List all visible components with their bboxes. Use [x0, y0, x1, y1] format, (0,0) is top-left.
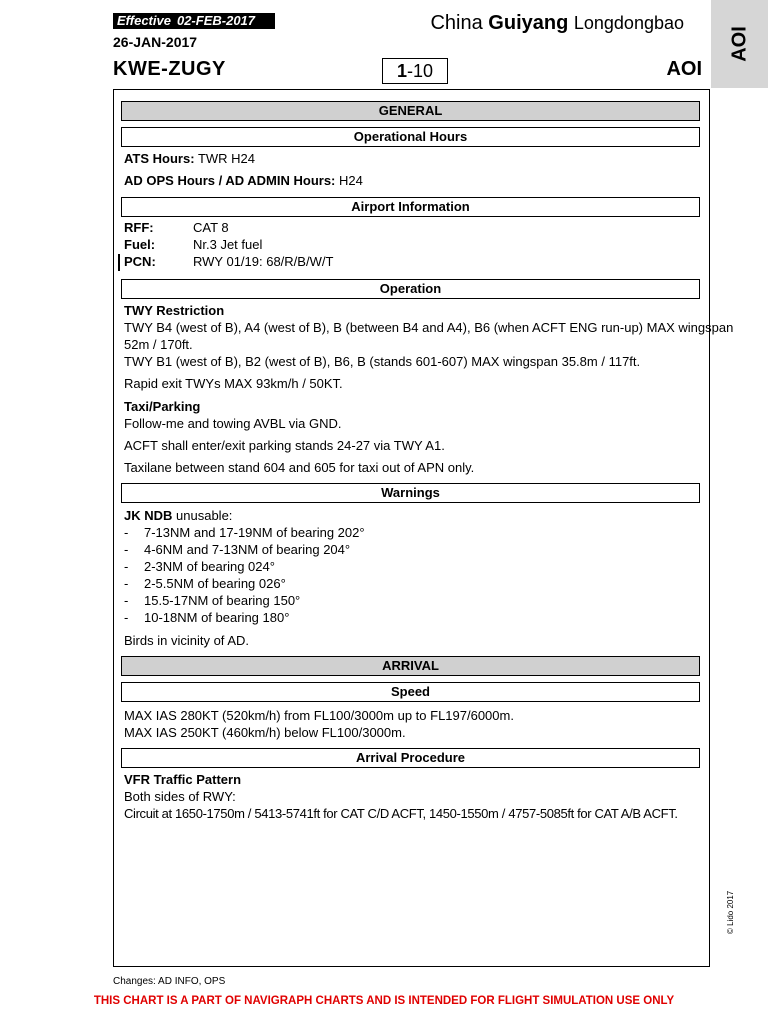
twy-restriction-title: TWY Restriction [124, 303, 225, 318]
operation-heading: Operation [121, 279, 700, 299]
page-number-sub: -10 [407, 61, 434, 81]
effective-badge [113, 13, 275, 29]
fuel-label: Fuel: [124, 237, 156, 252]
adops-hours-label: AD OPS Hours / AD ADMIN Hours: [124, 173, 336, 188]
rff-label: RFF: [124, 220, 154, 235]
operational-hours-heading: Operational Hours [121, 127, 700, 147]
taxi-parking-title: Taxi/Parking [124, 399, 201, 414]
warning-item: - 4-6NM and 7-13NM of bearing 204° [124, 542, 351, 557]
change-bar [118, 254, 120, 271]
icao-code: KWE-ZUGY [113, 58, 226, 80]
disclaimer: THIS CHART IS A PART OF NAVIGRAPH CHARTS AND IS INTENDED FOR FLIGHT SIMULATION USE ONLY [93, 995, 675, 1007]
effective-label: Effective [117, 13, 171, 28]
changes-note: Changes: AD INFO, OPS [113, 976, 226, 987]
effective-date: 02-FEB-2017 [176, 13, 256, 28]
birds-warning: Birds in vicinity of AD. [124, 633, 249, 648]
airport-name: Longdongbao [573, 13, 684, 33]
city: Guiyang [488, 12, 569, 34]
warning-item: - 2-5.5NM of bearing 026° [124, 576, 286, 591]
page-number-main: 1 [396, 61, 407, 81]
ndb-status: unusable: [176, 508, 233, 523]
rff-value: CAT 8 [193, 220, 229, 235]
location-title [430, 12, 684, 35]
warning-item: - 7-13NM and 17-19NM of bearing 202° [124, 525, 365, 540]
speed-line-2: MAX IAS 250KT (460km/h) below FL100/3000m. [124, 725, 406, 740]
ats-hours-row [124, 150, 255, 167]
twy-line-2: 52m / 170ft. [124, 337, 193, 352]
adops-hours-value: H24 [339, 173, 363, 188]
section-code: AOI [666, 58, 702, 80]
adops-hours-row [124, 172, 363, 189]
arrival-procedure-heading: Arrival Procedure [121, 748, 700, 768]
vfr-pattern-title: VFR Traffic Pattern [124, 772, 242, 787]
warning-item: - 2-3NM of bearing 024° [124, 559, 275, 574]
taxi-line-1: Follow-me and towing AVBL via GND. [124, 416, 342, 431]
twy-line-4: Rapid exit TWYs MAX 93km/h / 50KT. [124, 376, 343, 391]
ats-hours-label: ATS Hours: [124, 151, 195, 166]
speed-heading: Speed [121, 682, 700, 702]
page-number [382, 58, 448, 84]
ndb-row [124, 507, 232, 524]
pcn-label: PCN: [124, 254, 156, 269]
speed-line-1: MAX IAS 280KT (520km/h) from FL100/3000m up to FL197/6000m. [124, 708, 514, 723]
twy-line-3: TWY B1 (west of B), B2 (west of B), B6, B (stands 601-607) MAX wingspan 35.8m / 117ft. [124, 354, 641, 369]
warning-item: - 10-18NM of bearing 180° [124, 610, 290, 625]
section-tab [711, 0, 768, 88]
twy-line-1: TWY B4 (west of B), A4 (west of B), B (between B4 and A4), B6 (when ACFT ENG run-up) MAX wingspan [124, 320, 734, 335]
warning-item: - 15.5-17NM of bearing 150° [124, 593, 301, 608]
copyright: © Lido 2017 [726, 890, 735, 934]
taxi-line-2: ACFT shall enter/exit parking stands 24-27 via TWY A1. [124, 438, 445, 453]
section-tab-label: AOI [728, 26, 750, 62]
vfr-line-1: Both sides of RWY: [124, 789, 236, 804]
pcn-value: RWY 01/19: 68/R/B/W/T [193, 254, 334, 269]
arrival-heading: ARRIVAL [121, 656, 700, 676]
ndb-label: JK NDB [124, 508, 173, 523]
ats-hours-value: TWR H24 [197, 151, 255, 166]
country: China [430, 12, 483, 34]
taxi-line-3: Taxilane between stand 604 and 605 for taxi out of APN only. [124, 460, 475, 475]
general-heading: GENERAL [121, 101, 700, 121]
issue-date: 26-JAN-2017 [113, 34, 198, 50]
warnings-heading: Warnings [121, 483, 700, 503]
vfr-line-2: Circuit at 1650-1750m / 5413-5741ft for CAT C/D ACFT, 1450-1550m / 4757-5085ft for CAT A/B ACFT. [124, 806, 678, 821]
airport-information-heading: Airport Information [121, 197, 700, 217]
fuel-value: Nr.3 Jet fuel [193, 237, 263, 252]
